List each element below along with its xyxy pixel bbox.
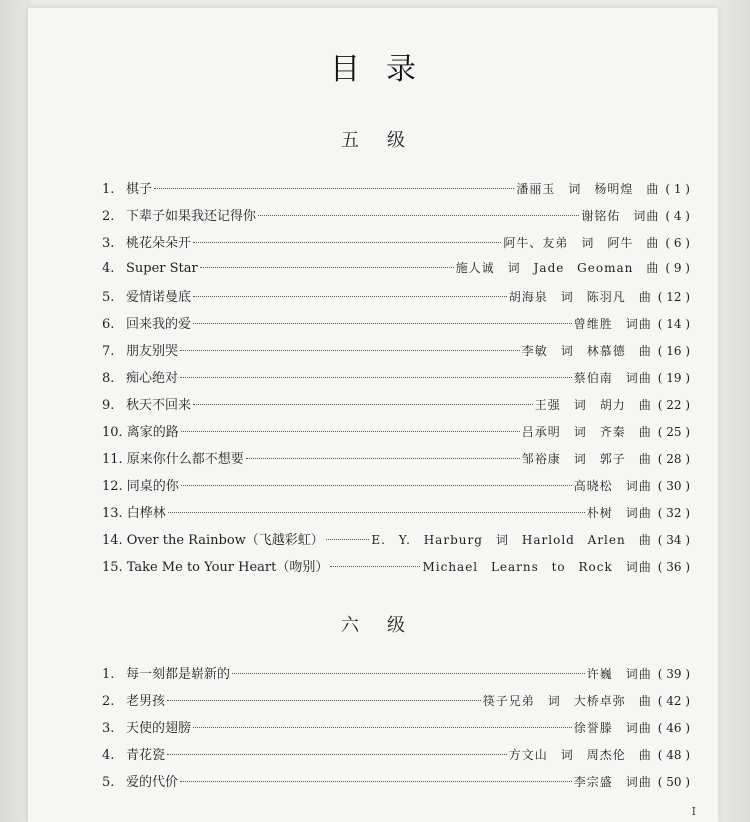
toc-entry-page: ( 4 ) <box>665 209 690 223</box>
toc-entry <box>102 744 690 771</box>
dot-leader <box>167 754 507 755</box>
toc-entry-page: ( 34 ) <box>657 533 690 547</box>
dot-leader <box>232 673 585 674</box>
toc-entry-credits: 邹裕康 词 郭子 曲 <box>521 452 652 466</box>
toc-entry-page: ( 1 ) <box>665 182 690 196</box>
toc-entry-credits: 徐誉滕 词曲 <box>573 721 652 735</box>
toc-entry-number: 3. <box>102 721 115 736</box>
toc-entry-number: 2. <box>102 209 115 224</box>
left-page-edge <box>0 0 30 822</box>
toc-entry-title: 秋天不回来 <box>126 398 192 413</box>
toc-entry <box>102 340 690 367</box>
toc-entry-number: 8. <box>102 371 115 386</box>
toc-entry-title: 下辈子如果我还记得你 <box>126 209 257 224</box>
toc-entry-page: ( 30 ) <box>657 479 690 493</box>
toc-entry-page: ( 14 ) <box>657 317 690 331</box>
toc-entry-credits: 高晓松 词曲 <box>573 479 652 493</box>
dot-leader <box>200 267 454 268</box>
toc-entry-page: ( 32 ) <box>657 506 690 520</box>
toc-entry-title: 离家的路 <box>126 425 179 440</box>
toc-entry-page: ( 39 ) <box>657 667 690 681</box>
dot-leader <box>193 242 501 243</box>
dot-leader <box>246 458 520 459</box>
toc-entry-credits: 胡海泉 词 陈羽凡 曲 <box>508 290 652 304</box>
toc-entry-number: 1. <box>102 667 115 682</box>
toc-entry-page: ( 16 ) <box>657 344 690 358</box>
toc-entry-number: 5. <box>102 290 115 305</box>
toc-entry-title: Take Me to Your Heart（吻别） <box>126 560 329 575</box>
toc-entry-title: 青花瓷 <box>126 748 166 763</box>
toc-entry-number: 11. <box>102 452 123 467</box>
dot-leader <box>167 700 481 701</box>
toc-entry-number: 9. <box>102 398 115 413</box>
toc-entry-credits: 朴树 词曲 <box>586 506 652 520</box>
toc-entry-title: 棋子 <box>126 182 153 197</box>
toc-entry <box>102 529 690 556</box>
toc-entry-title: 同桌的你 <box>126 479 179 494</box>
toc-entry-title: 爱的代价 <box>126 775 179 790</box>
toc-entry-title: 每一刻都是崭新的 <box>126 667 231 682</box>
toc-entry-number: 13. <box>102 506 123 521</box>
toc-entry-title: 回来我的爱 <box>126 317 192 332</box>
toc-entry-credits: 谢铭佑 词曲 <box>581 209 660 223</box>
toc-entry-credits: E. Y. Harburg 词 Harlold Arlen 曲 <box>371 533 652 547</box>
toc-entry-credits: 吕承明 词 齐秦 曲 <box>521 425 652 439</box>
toc-entry-number: 3. <box>102 236 115 251</box>
toc-entry-number: 5. <box>102 775 115 790</box>
toc-entry <box>102 475 690 502</box>
toc-entry-credits: Michael Learns to Rock 词曲 <box>422 560 652 574</box>
page-folio: I <box>691 805 696 818</box>
dot-leader <box>193 323 572 324</box>
toc-entry-page: ( 6 ) <box>665 236 690 250</box>
toc-entry-credits: 施人诚 词 Jade Geoman 曲 <box>455 261 660 275</box>
toc-entry <box>102 205 690 232</box>
toc-entry-title: Super Star <box>126 261 198 276</box>
toc-entry-credits: 王强 词 胡力 曲 <box>534 398 652 412</box>
toc-entry-page: ( 19 ) <box>657 371 690 385</box>
toc-entry-credits: 曾维胜 词曲 <box>573 317 652 331</box>
toc-entry <box>102 286 690 313</box>
toc-entry-title: 桃花朵朵开 <box>126 236 192 251</box>
toc-entry-page: ( 42 ) <box>657 694 690 708</box>
toc-entry-page: ( 25 ) <box>657 425 690 439</box>
toc-entry-number: 1. <box>102 182 115 197</box>
toc-entry <box>102 232 690 259</box>
toc-entry-title: 爱情诺曼底 <box>126 290 192 305</box>
toc-entry-page: ( 46 ) <box>657 721 690 735</box>
toc-entry-credits: 筷子兄弟 词 大桥卓弥 曲 <box>482 694 652 708</box>
dot-leader <box>258 215 579 216</box>
toc-entry-title: 原来你什么都不想要 <box>126 452 244 467</box>
toc-entry <box>102 313 690 340</box>
toc-entry-page: ( 12 ) <box>657 290 690 304</box>
toc-entry <box>102 367 690 394</box>
toc-entry-number: 15. <box>102 560 123 575</box>
toc-page <box>28 8 718 822</box>
toc-entry <box>102 556 690 583</box>
dot-leader <box>180 781 572 782</box>
dot-leader <box>326 539 370 540</box>
dot-leader <box>181 485 572 486</box>
toc-entry-number: 2. <box>102 694 115 709</box>
toc-entry-credits: 阿牛、友弟 词 阿牛 曲 <box>503 236 660 250</box>
dot-leader <box>168 512 585 513</box>
toc-entry-number: 12. <box>102 479 123 494</box>
toc-entry-title: 老男孩 <box>126 694 166 709</box>
toc-entry-page: ( 22 ) <box>657 398 690 412</box>
toc-entry <box>102 259 690 286</box>
section-heading-level-5: 五级 <box>341 130 433 151</box>
section-heading-level-6: 六级 <box>341 615 433 636</box>
toc-entry-credits: 李敏 词 林慕德 曲 <box>521 344 652 358</box>
toc-entry-page: ( 28 ) <box>657 452 690 466</box>
toc-entry-number: 14. <box>102 533 123 548</box>
toc-entry-credits: 蔡伯南 词曲 <box>573 371 652 385</box>
toc-list-level-5 <box>102 178 690 583</box>
dot-leader <box>193 404 533 405</box>
toc-entry-page: ( 48 ) <box>657 748 690 762</box>
toc-entry <box>102 717 690 744</box>
toc-entry-credits: 许巍 词曲 <box>586 667 652 681</box>
toc-entry-title: 天使的翅膀 <box>126 721 192 736</box>
toc-entry <box>102 394 690 421</box>
toc-entry-title: Over the Rainbow（飞越彩虹） <box>126 533 324 548</box>
toc-entry <box>102 421 690 448</box>
toc-entry-title: 朋友别哭 <box>126 344 179 359</box>
dot-leader <box>180 377 572 378</box>
toc-entry-credits: 潘丽玉 词 杨明煌 曲 <box>516 182 660 196</box>
toc-entry-title: 白桦林 <box>126 506 166 521</box>
dot-leader <box>180 350 520 351</box>
toc-entry-credits: 方文山 词 周杰伦 曲 <box>508 748 652 762</box>
toc-entry-number: 4. <box>102 261 115 276</box>
toc-entry-page: ( 36 ) <box>657 560 690 574</box>
toc-entry-page: ( 9 ) <box>665 261 690 275</box>
toc-entry-number: 7. <box>102 344 115 359</box>
toc-entry-number: 10. <box>102 425 123 440</box>
toc-entry-number: 4. <box>102 748 115 763</box>
dot-leader <box>193 296 507 297</box>
toc-entry-page: ( 50 ) <box>657 775 690 789</box>
toc-entry <box>102 771 690 798</box>
toc-entry-credits: 李宗盛 词曲 <box>573 775 652 789</box>
toc-entry <box>102 502 690 529</box>
toc-entry-title: 痴心绝对 <box>126 371 179 386</box>
toc-list-level-6 <box>102 663 690 798</box>
toc-entry <box>102 178 690 205</box>
page-title: 目录 <box>330 52 442 87</box>
dot-leader <box>181 431 520 432</box>
right-page-edge <box>720 0 750 822</box>
toc-entry-number: 6. <box>102 317 115 332</box>
toc-entry <box>102 448 690 475</box>
dot-leader <box>330 566 420 567</box>
dot-leader <box>154 188 514 189</box>
toc-entry <box>102 663 690 690</box>
dot-leader <box>193 727 572 728</box>
toc-entry <box>102 690 690 717</box>
